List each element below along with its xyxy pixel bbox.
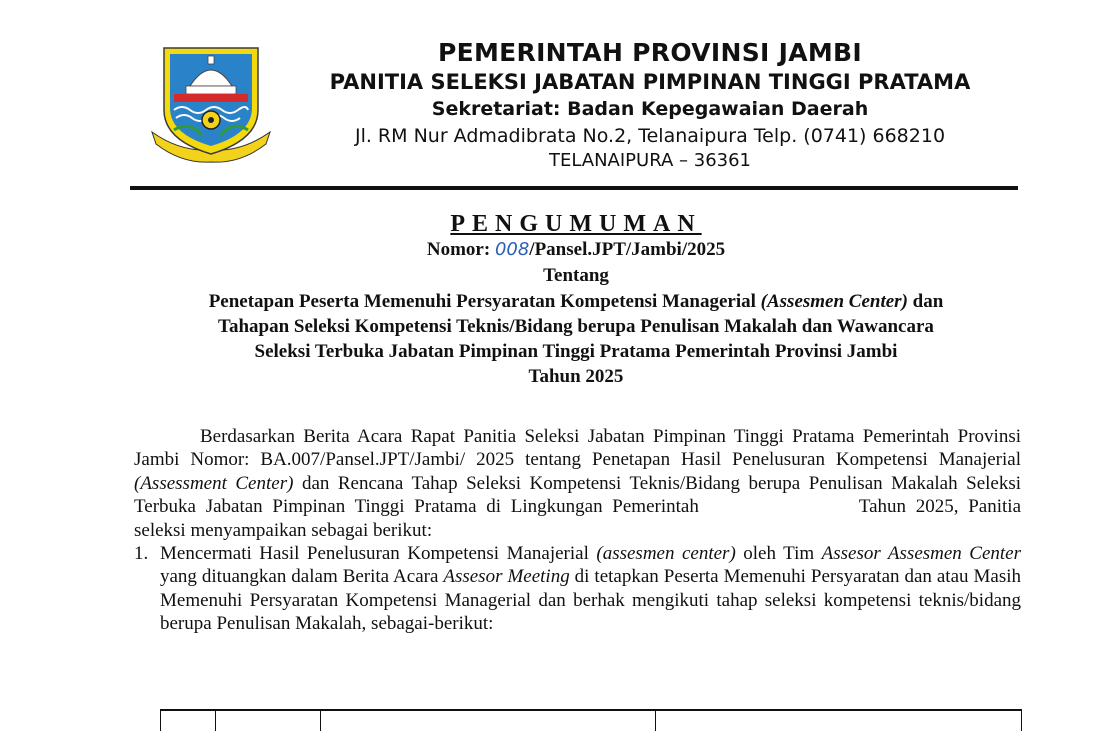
item-text-b: (assesmen center): [596, 543, 736, 565]
participants-table-top: [160, 709, 1022, 731]
jambi-province-emblem-icon: [150, 40, 272, 168]
item-text-d: Assesor Assesmen Center: [821, 543, 1022, 565]
subject-line-1b: (Assesmen Center): [760, 291, 908, 312]
table-border: [215, 711, 216, 731]
letterhead-text: [290, 38, 1010, 173]
list-item: [134, 542, 1021, 636]
subject-line-1c: dan: [907, 291, 944, 312]
subject-line-1a: Penetapan Peserta Memenuhi Persyaratan Kompetensi Managerial: [208, 291, 761, 312]
secretariat-line: Sekretariat: Badan Kepegawaian Daerah: [431, 98, 869, 120]
subject-line-3: Seleksi Terbuka Jabatan Pimpinan Tinggi Pratama Pemerintah Provinsi Jambi: [254, 341, 898, 362]
table-border: [160, 711, 161, 731]
document-body: [134, 425, 1021, 636]
para-text-a: Berdasarkan Berita Acara Rapat Panitia Seleksi Jabatan Pimpinan Tinggi Pratama Pemerintah Provinsi Jambi Nomor: BA.007/Pansel.JPT/Jambi/ 2025 tentang Penetapan Hasil Penelusuran Kompetensi Manajerial: [134, 426, 1021, 471]
table-border: [1021, 711, 1022, 731]
item-text-f: Assesor Meeting: [443, 566, 570, 588]
handwritten-number: 008: [494, 239, 530, 260]
item-text-a: Mencermati Hasil Penelusuran Kompetensi Manajerial: [160, 543, 597, 565]
opening-paragraph: [134, 425, 1021, 542]
committee-title: PANITIA SELEKSI JABATAN PIMPINAN TINGGI PRATAMA: [329, 70, 971, 94]
decision-list: [134, 542, 1021, 636]
para-text-c: dan Rencana Tahap Seleksi Kompetensi Teknis/Bidang berupa Penulisan Makalah Seleksi Terbuka Jabatan Pimpinan Tinggi Pratama di Lingkungan Pemerintah: [134, 472, 1022, 518]
about-label: Tentang: [543, 265, 609, 286]
city-postal-line: TELANAIPURA – 36361: [548, 150, 752, 171]
address-line: Jl. RM Nur Admadibrata No.2, Telanaipura Telp. (0741) 668210: [354, 125, 946, 147]
list-number: 1.: [134, 543, 149, 565]
table-border: [320, 711, 321, 731]
para-text-d: Tahun 2025, Panitia seleksi menyampaikan sebagai berikut:: [134, 496, 1022, 541]
announcement-title: PENGUMUMAN: [450, 211, 702, 237]
item-text-e: yang dituangkan dalam Berita Acara: [160, 566, 444, 588]
number-suffix: /Pansel.JPT/Jambi/2025: [529, 239, 726, 260]
item-text-c: oleh Tim: [735, 543, 822, 565]
letterhead: [0, 0, 1107, 192]
subject-line-2: Tahapan Seleksi Kompetensi Teknis/Bidang berupa Penulisan Makalah dan Wawancara: [218, 316, 934, 337]
announcement-number: [120, 238, 1032, 262]
government-title: PEMERINTAH PROVINSI JAMBI: [437, 38, 863, 67]
para-text-b: (Assessment Center): [134, 472, 294, 494]
subject-line-1: [120, 289, 1032, 314]
number-label: Nomor:: [426, 239, 495, 260]
letterhead-divider: [130, 186, 1018, 190]
item-text-g: di tetapkan Peserta Memenuhi Persyaratan dan atau Masih Memenuhi Persyaratan Kompetensi Managerial dan berhak mengikuti tahap seleksi kompetensi teknis/bidang berupa Penulisan Makalah, sebagai-berikut:: [160, 566, 1021, 635]
announcement-heading: [120, 210, 1032, 389]
subject-year: Tahun 2025: [528, 366, 624, 387]
table-border: [655, 711, 656, 731]
